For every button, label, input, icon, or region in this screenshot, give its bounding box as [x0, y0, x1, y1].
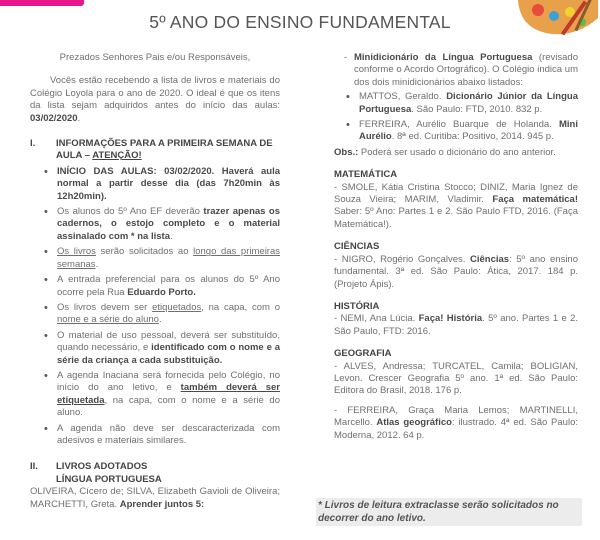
list-item: • O material de uso pessoal, deverá ser substituído, quando necessário, e identificado com o nome e a série da criança a cada substituição. — [57, 330, 280, 367]
section-1-list — [30, 166, 280, 448]
list-item: • Os alunos do 5º Ano EF deverão trazer apenas os cadernos, o estojo completo e o material assinalado com * na lista. — [57, 206, 280, 243]
pink-accent-bar — [0, 0, 84, 6]
dictionary-intro — [334, 52, 578, 89]
history-entry: - NEMI, Ana Lúcia. Faça! História. 5º ano. Partes 1 e 2. São Paulo, FTD: 2016. — [334, 313, 578, 337]
observation: Obs.: Poderá ser usado o dicionário do ano anterior. — [334, 146, 556, 158]
list-item: • Os livros serão solicitados ao longo das primeiras semanas. — [57, 246, 280, 271]
greeting: Prezados Senhores Pais e/ou Responsáveis, — [59, 52, 251, 63]
science-entry: - NIGRO, Rogério Gonçalves. Ciências: 5º ano ensino fundamental. 3ª ed. São Paulo: Ática, 2017. 184 p. (Projeto Ápis). — [334, 253, 578, 290]
portuguese-entry: OLIVEIRA, Cícero de; SILVA, Elizabeth Gavioli de Oliveira; MARCHETTI, Greta. Aprender juntos 5: — [30, 486, 280, 510]
math-heading: MATEMÁTICA — [334, 169, 398, 181]
left-column — [30, 52, 280, 511]
list-item: • A agenda Inaciana será fornecida pelo Colégio, no início do ano letivo, e também deverá ser etiquetada, na capa, com o nome e a série do aluno. — [57, 370, 280, 420]
page-title: 5º ANO DO ENSINO FUNDAMENTAL — [149, 12, 451, 32]
math-entry: - SMOLE, Kátia Cristina Stocco; DINIZ, Maria Ignez de Souza Vieira; MARIM, Vladimir. Faça matemática! Saber: 5º Ano: Partes 1 e 2. São Paulo FTD, 2016. (Faça Matemática!). — [334, 181, 578, 230]
list-item: • A agenda não deve ser descaracterizada com adesivos e materiais similares. — [57, 423, 280, 448]
right-column — [334, 52, 578, 442]
section-1-heading-line2: AULA – ATENÇÃO! — [56, 150, 142, 162]
list-item: • Os livros devem ser etiquetados, na capa, com o nome e a série do aluno. — [57, 302, 280, 327]
science-heading: CIÊNCIAS — [334, 241, 380, 253]
section-2-subheading: LÍNGUA PORTUGUESA — [56, 473, 162, 485]
geography-entry-1: - ALVES, Andressa; TURCATEL, Camila; BOLIGIAN, Levon. Crescer Geografia 5º ano. 1ª ed. São Paulo: Editora do Brasil, 2018. 176 p. — [334, 360, 578, 397]
list-item: • MATTOS, Geraldo. Dicionário Júnior da Língua Portuguesa. São Paulo: FTD, 2010. 832 p. — [359, 91, 578, 116]
history-heading: HISTÓRIA — [334, 300, 380, 312]
list-item: • INÍCIO DAS AULAS: 03/02/2020. Haverá aula normal a partir desse dia (das 7h20min às 12h20min). — [57, 166, 280, 203]
list-item: • A entrada preferencial para os alunos do 5º Ano ocorre pela Rua Eduardo Porto. — [57, 274, 280, 299]
reading-books-note: * Livros de leitura extraclasse serão solicitados no decorrer do ano letivo. — [316, 498, 582, 526]
section-1-heading: I. INFORMAÇÕES PARA A PRIMEIRA SEMANA DE — [30, 138, 273, 150]
list-item: • FERREIRA, Aurélio Buarque de Holanda. Mini Aurélio. 8ª ed. Curitiba: Positivo, 2014. 945 p. — [359, 119, 578, 144]
list-item: - Minidicionário da Língua Portuguesa (revisado conforme o Acordo Ortográfico). O Colégio indica um dos dois minidicionários abaixo listados: — [354, 52, 578, 89]
section-2-heading: II. LIVROS ADOTADOS — [30, 461, 148, 473]
geography-entry-2: - FERREIRA, Graça Maria Lemos; MARTINELLI, Marcello. Atlas geográfico: ilustrado. 4ª ed. São Paulo: Moderna, 2012. 64 p. — [334, 404, 578, 441]
intro-paragraph: Vocês estão recebendo a lista de livros e materiais do Colégio Loyola para o ano de 2020. O ideal é que os itens da lista sejam adquiridos antes do início das aulas: 03/02/2020. — [30, 75, 280, 124]
dictionary-list — [334, 91, 578, 144]
geography-heading: GEOGRAFIA — [334, 348, 392, 360]
